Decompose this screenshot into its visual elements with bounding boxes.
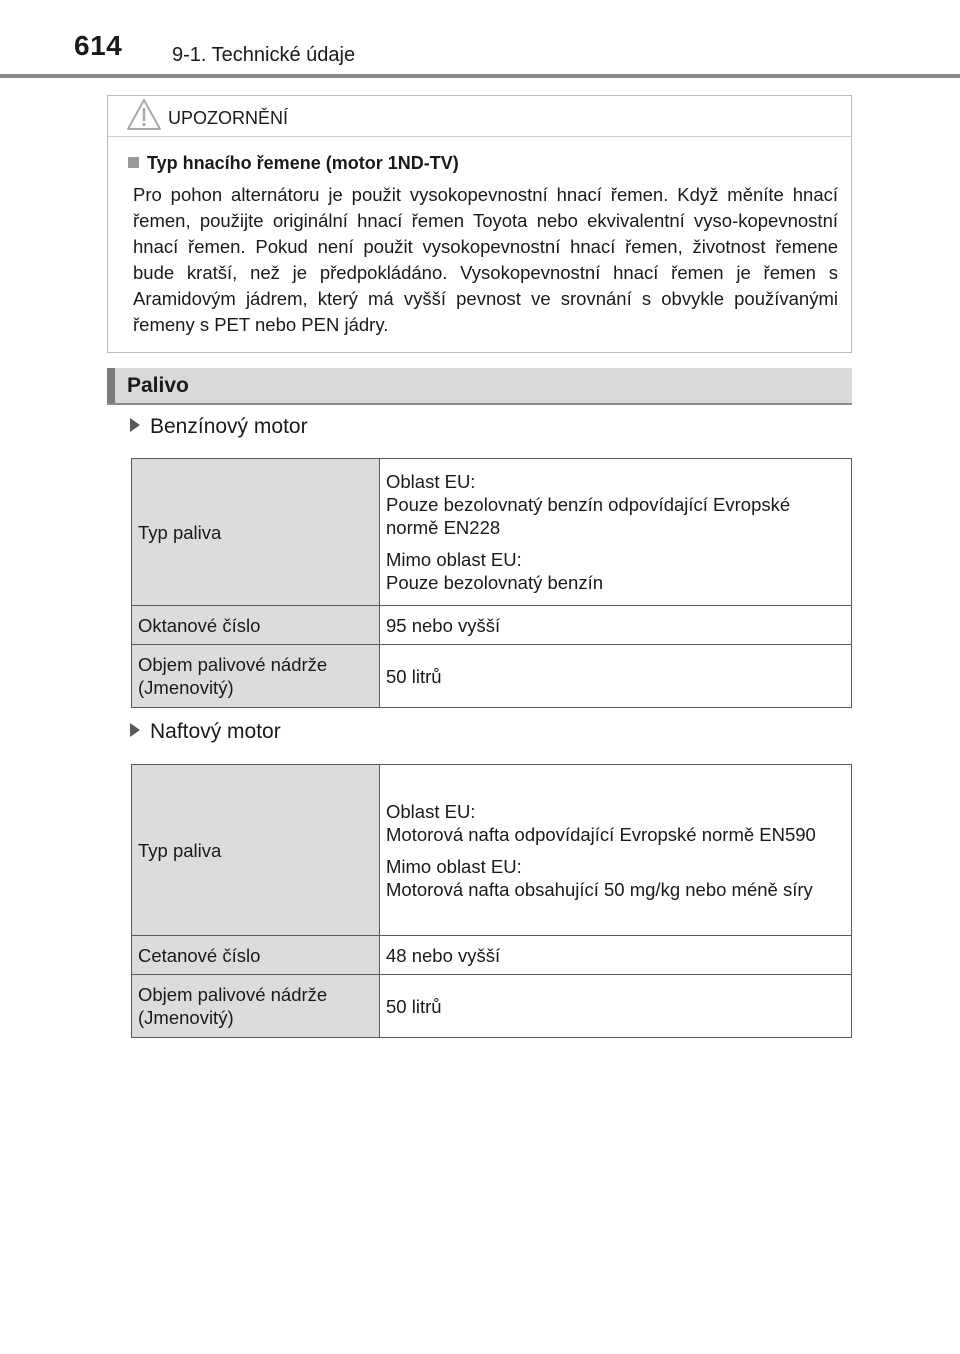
table-value: 48 nebo vyšší [380, 936, 852, 975]
eu-value: Motorová nafta odpovídající Evropské normě EN590 [386, 823, 816, 845]
square-bullet-icon [128, 157, 139, 168]
petrol-heading-label: Benzínový motor [150, 415, 308, 438]
table-value: 95 nebo vyšší [380, 606, 852, 645]
table-row [132, 765, 852, 936]
diesel-heading [130, 720, 281, 744]
warning-title-row [128, 153, 459, 174]
section-heading: Palivo [127, 374, 189, 397]
warning-title: Typ hnacího řemene (motor 1ND-TV) [147, 153, 459, 173]
eu-label: Oblast EU: [386, 800, 476, 822]
table-row [132, 459, 852, 606]
eu-value: Pouze bezolovnatý benzín odpovídající Evropské normě EN228 [386, 494, 791, 538]
table-row [132, 645, 852, 708]
table-key: Typ paliva [132, 765, 380, 936]
table-value [380, 459, 852, 606]
table-row [132, 606, 852, 645]
table-key: Cetanové číslo [132, 936, 380, 975]
diesel-spec-table [131, 764, 852, 1038]
table-key: Objem palivové nádrže (Jmenovitý) [132, 645, 380, 708]
table-key: Typ paliva [132, 459, 380, 606]
non-eu-value: Pouze bezolovnatý benzín [386, 572, 604, 593]
eu-label: Oblast EU: [386, 471, 476, 492]
eu-block [386, 800, 845, 846]
heading-accent [107, 368, 115, 403]
section-heading-bar [107, 368, 852, 405]
page-number: 614 [74, 30, 123, 61]
header-divider [0, 74, 960, 78]
warning-header [108, 96, 851, 137]
warning-triangle-icon [126, 98, 162, 137]
non-eu-block [386, 548, 845, 594]
warning-body: Pro pohon alternátoru je použit vysokopevnostní hnací řemen. Když měníte hnací řemen, použijte originální hnací řemen Toyota nebo ekvivalentní vyso-kopevnostní hnací řemen. Pokud není použit vysokopevnostní hnací řemen, životnost řemene bude kratší, než je předpokládáno. Vysokopevnostní hnací řemen je řemen s Aramidovým jádrem, který má vyšší pevnost ve srovnání s obvykle používanými řemeny s PET nebo PEN jádry. [133, 184, 838, 335]
section-title: 9-1. Technické údaje [172, 44, 356, 66]
arrow-bullet-icon [130, 418, 140, 432]
table-key: Objem palivové nádrže (Jmenovitý) [132, 975, 380, 1038]
page-header [0, 0, 960, 80]
table-value: 50 litrů [380, 975, 852, 1038]
petrol-heading [130, 415, 308, 439]
non-eu-label: Mimo oblast EU: [386, 549, 522, 570]
non-eu-block [386, 855, 845, 901]
non-eu-value: Motorová nafta obsahující 50 mg/kg nebo méně síry [386, 878, 813, 900]
table-value: 50 litrů [380, 645, 852, 708]
eu-block [386, 470, 845, 539]
non-eu-label: Mimo oblast EU: [386, 855, 522, 877]
diesel-heading-label: Naftový motor [150, 720, 281, 743]
warning-box [107, 95, 852, 353]
arrow-bullet-icon [130, 723, 140, 737]
table-row [132, 936, 852, 975]
table-value [380, 765, 852, 936]
petrol-spec-table [131, 458, 852, 708]
table-key: Oktanové číslo [132, 606, 380, 645]
table-row [132, 975, 852, 1038]
warning-label: UPOZORNĚNÍ [168, 108, 289, 128]
